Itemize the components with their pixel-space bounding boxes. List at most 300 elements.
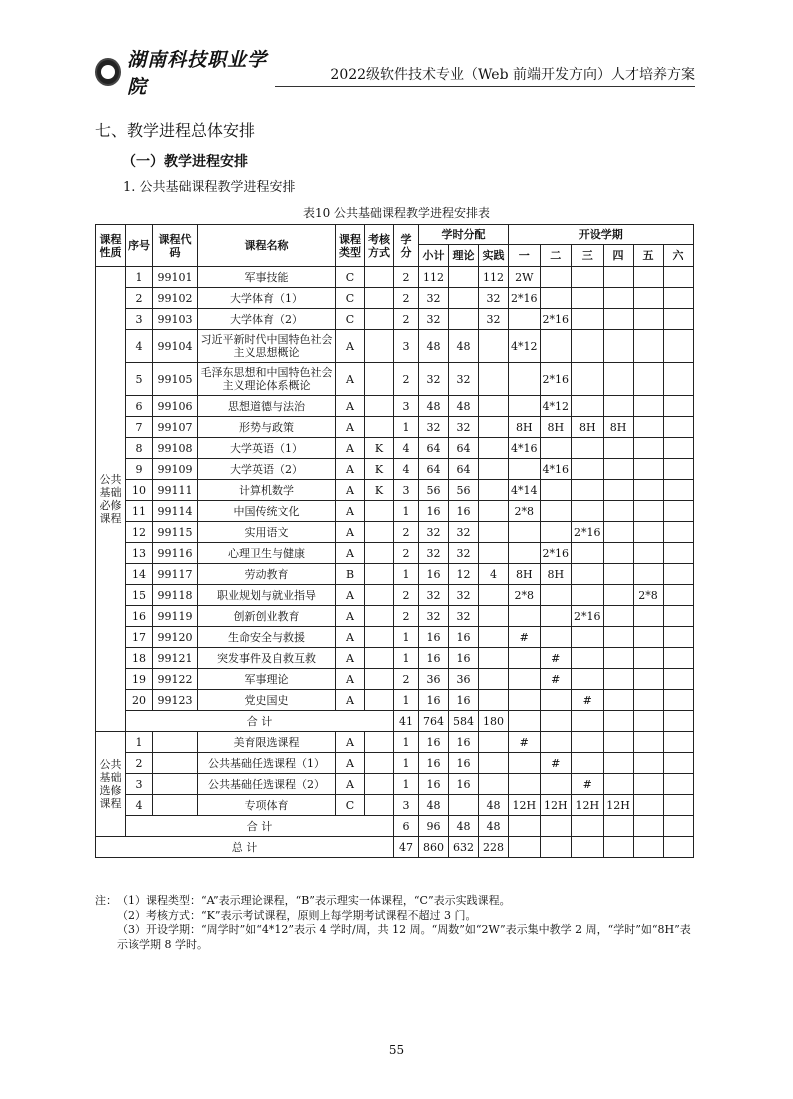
semester-cell [663,774,693,795]
grand-total-hours-theory: 632 [449,837,479,858]
course-name: 公共基础任选课程（2） [198,774,336,795]
row-no: 7 [126,417,153,438]
table-row [96,795,694,816]
course-type: A [336,753,365,774]
grand-total-hours-practice: 228 [479,837,509,858]
course-code: 99107 [153,417,198,438]
hours-practice: 112 [479,267,509,288]
credit: 2 [394,522,419,543]
semester-cell [663,585,693,606]
course-type: A [336,732,365,753]
row-no: 6 [126,396,153,417]
semester-cell [509,753,541,774]
semester-cell [509,669,541,690]
hours-theory: 48 [449,396,479,417]
exam-method [365,795,394,816]
semester-cell [663,330,693,363]
semester-cell [633,690,663,711]
course-type: C [336,267,365,288]
row-no: 16 [126,606,153,627]
semester-cell: 2*8 [633,585,663,606]
semester-cell [603,309,633,330]
semester-cell: 12H [540,795,572,816]
credit: 3 [394,330,419,363]
semester-cell [572,438,604,459]
semester-cell [540,585,572,606]
hours-theory: 64 [449,438,479,459]
semester-cell [509,309,541,330]
semester-cell [540,627,572,648]
semester-cell [633,627,663,648]
col-sem-1: 一 [509,245,541,267]
semester-cell: 8H [509,564,541,585]
semester-cell: 2*16 [572,522,604,543]
semester-cell: 2*8 [509,585,541,606]
course-name: 中国传统文化 [198,501,336,522]
exam-method [365,606,394,627]
row-no: 1 [126,267,153,288]
hours-practice: 4 [479,564,509,585]
hours-theory: 16 [449,627,479,648]
course-type: A [336,585,365,606]
course-name: 大学体育（2） [198,309,336,330]
header-row-1 [96,225,694,245]
hours-theory [449,288,479,309]
exam-method [365,669,394,690]
hours-practice [479,627,509,648]
semester-cell: 8H [509,417,541,438]
course-type: A [336,774,365,795]
semester-cell [663,732,693,753]
grand-total-row [96,837,694,858]
exam-method [365,564,394,585]
course-code: 99105 [153,363,198,396]
hours-theory [449,267,479,288]
col-code: 课程代码 [153,225,198,267]
semester-cell [633,774,663,795]
semester-cell [572,732,604,753]
semester-cell [663,438,693,459]
note-2: （2）考核方式：“K”表示考试课程，原则上每学期考试课程不超过 3 门。 [117,908,477,922]
course-type: A [336,417,365,438]
semester-cell [572,648,604,669]
hours-theory: 48 [449,330,479,363]
hours-theory: 16 [449,732,479,753]
schedule-table [95,224,694,858]
course-code: 99122 [153,669,198,690]
semester-cell [663,690,693,711]
credit: 1 [394,627,419,648]
exam-method: K [365,438,394,459]
semester-cell [633,732,663,753]
course-code: 99114 [153,501,198,522]
course-name: 思想道德与法治 [198,396,336,417]
semester-cell [572,711,604,732]
semester-cell [509,816,541,837]
credit: 4 [394,438,419,459]
credit: 2 [394,267,419,288]
semester-cell: 2*16 [509,288,541,309]
course-type: A [336,396,365,417]
semester-cell [572,396,604,417]
hours-total: 16 [419,564,449,585]
semester-cell: 2*16 [540,543,572,564]
semester-cell [633,288,663,309]
semester-cell [633,648,663,669]
semester-cell [663,837,693,858]
semester-cell [603,585,633,606]
semester-cell [603,480,633,501]
course-name: 劳动教育 [198,564,336,585]
hours-theory: 56 [449,480,479,501]
subtotal-hours-total: 764 [419,711,449,732]
semester-cell [633,309,663,330]
semester-cell [509,363,541,396]
course-name: 大学英语（1） [198,438,336,459]
col-sem-5: 五 [633,245,663,267]
credit: 3 [394,795,419,816]
exam-method [365,753,394,774]
row-no: 1 [126,732,153,753]
semester-cell: # [572,774,604,795]
semester-cell: # [509,627,541,648]
table-row [96,732,694,753]
row-no: 9 [126,459,153,480]
credit: 3 [394,480,419,501]
page-header [95,49,695,98]
semester-cell [572,627,604,648]
semester-cell [572,267,604,288]
subtotal-label: 合 计 [126,816,394,837]
semester-cell [633,396,663,417]
credit: 3 [394,396,419,417]
hours-total: 32 [419,585,449,606]
course-type: A [336,648,365,669]
subtotal-row [96,711,694,732]
course-code: 99101 [153,267,198,288]
hours-total: 32 [419,606,449,627]
table-row [96,396,694,417]
semester-cell [663,396,693,417]
col-sem-2: 二 [540,245,572,267]
credit: 1 [394,774,419,795]
semester-cell [633,816,663,837]
semester-cell [663,711,693,732]
course-type: B [336,564,365,585]
row-no: 5 [126,363,153,396]
exam-method [365,648,394,669]
table-notes [95,894,697,952]
semester-cell [540,288,572,309]
subsection-title: （一）教学进程安排 [122,154,248,170]
hours-total: 48 [419,330,449,363]
course-code: 99115 [153,522,198,543]
semester-cell: 8H [603,417,633,438]
exam-method [365,732,394,753]
subtotal-label: 合 计 [126,711,394,732]
hours-theory: 32 [449,543,479,564]
semester-cell: 12H [603,795,633,816]
hours-practice: 32 [479,309,509,330]
hours-theory: 16 [449,753,479,774]
semester-cell [572,501,604,522]
semester-cell [509,774,541,795]
course-type: A [336,627,365,648]
semester-cell [509,648,541,669]
row-no: 2 [126,288,153,309]
semester-cell [540,480,572,501]
semester-cell [572,309,604,330]
semester-cell [540,501,572,522]
note-3: （3）开设学期：“周学时”如“4*12”表示 4 学时/周，共 12 周。“周数”如“2W”表示集中教学 2 周，“学时”如“8H”表示该学期 8 学时。 [117,923,691,951]
col-sem-3: 三 [572,245,604,267]
semester-cell: 4*12 [540,396,572,417]
col-nature: 课程性质 [96,225,126,267]
course-code: 99123 [153,690,198,711]
hours-practice [479,732,509,753]
semester-cell [572,816,604,837]
hours-total: 32 [419,417,449,438]
semester-cell [663,267,693,288]
hours-theory: 32 [449,417,479,438]
hours-practice [479,543,509,564]
table-row [96,501,694,522]
course-name: 计算机数学 [198,480,336,501]
semester-cell [572,363,604,396]
table-row [96,459,694,480]
row-no: 13 [126,543,153,564]
hours-practice [479,501,509,522]
semester-cell [633,267,663,288]
course-code: 99102 [153,288,198,309]
semester-cell [663,816,693,837]
row-no: 3 [126,774,153,795]
hours-theory: 12 [449,564,479,585]
hours-theory: 32 [449,522,479,543]
table-row [96,480,694,501]
course-code [153,774,198,795]
semester-cell: 8H [540,564,572,585]
hours-total: 16 [419,690,449,711]
table-row [96,309,694,330]
semester-cell [540,816,572,837]
course-type: A [336,501,365,522]
course-code [153,795,198,816]
semester-cell [540,330,572,363]
semester-cell [633,363,663,396]
hours-total: 16 [419,774,449,795]
grand-total-label: 总 计 [96,837,394,858]
hours-practice: 32 [479,288,509,309]
course-name: 大学英语（2） [198,459,336,480]
course-name: 生命安全与救援 [198,627,336,648]
semester-cell [603,363,633,396]
semester-cell: # [540,648,572,669]
hours-total: 48 [419,396,449,417]
row-no: 17 [126,627,153,648]
credit: 2 [394,669,419,690]
subtotal-credit: 6 [394,816,419,837]
hours-practice [479,585,509,606]
semester-cell [663,648,693,669]
semester-cell [603,711,633,732]
hours-practice [479,753,509,774]
semester-cell [663,669,693,690]
semester-cell [540,438,572,459]
exam-method [365,330,394,363]
subtotal-hours-total: 96 [419,816,449,837]
semester-cell [509,837,541,858]
semester-cell [633,480,663,501]
row-no: 11 [126,501,153,522]
semester-cell [572,459,604,480]
semester-cell [509,396,541,417]
semester-cell [572,543,604,564]
col-name: 课程名称 [198,225,336,267]
semester-cell [633,459,663,480]
row-no: 3 [126,309,153,330]
semester-cell [540,732,572,753]
semester-cell [540,690,572,711]
hours-total: 16 [419,627,449,648]
hours-total: 112 [419,267,449,288]
row-no: 8 [126,438,153,459]
semester-cell [572,564,604,585]
semester-cell: 8H [540,417,572,438]
semester-cell: 8H [572,417,604,438]
semester-cell [603,627,633,648]
exam-method: K [365,480,394,501]
semester-cell: 2*16 [572,606,604,627]
course-name: 突发事件及自救互救 [198,648,336,669]
hours-theory: 64 [449,459,479,480]
course-type: A [336,669,365,690]
semester-cell [603,690,633,711]
course-code: 99117 [153,564,198,585]
col-hours: 学时分配 [419,225,509,245]
semester-cell [603,396,633,417]
header-rule [275,86,695,87]
hours-total: 16 [419,648,449,669]
semester-cell [663,564,693,585]
credit: 2 [394,585,419,606]
semester-cell [540,837,572,858]
section-title: 七、教学进程总体安排 [95,121,256,140]
course-nature-cell: 公共基础必修课程 [96,267,126,732]
course-code: 99119 [153,606,198,627]
hours-theory: 16 [449,774,479,795]
row-no: 12 [126,522,153,543]
semester-cell [603,543,633,564]
semester-cell [663,522,693,543]
course-type: C [336,288,365,309]
credit: 1 [394,648,419,669]
semester-cell: 2*16 [540,309,572,330]
school-name: 湖南科技职业学院 [127,49,268,98]
semester-cell [633,606,663,627]
semester-cell [633,669,663,690]
course-name: 公共基础任选课程（1） [198,753,336,774]
semester-cell [572,585,604,606]
row-no: 4 [126,330,153,363]
col-hours-theory: 理论 [449,245,479,267]
table-row [96,330,694,363]
subtotal-hours-practice: 180 [479,711,509,732]
semester-cell [603,564,633,585]
hours-theory: 16 [449,690,479,711]
semester-cell: # [540,753,572,774]
table-row [96,543,694,564]
course-code: 99109 [153,459,198,480]
course-name: 心理卫生与健康 [198,543,336,564]
course-type: A [336,330,365,363]
col-sem-4: 四 [603,245,633,267]
course-code: 99121 [153,648,198,669]
table-row [96,690,694,711]
exam-method [365,396,394,417]
credit: 2 [394,606,419,627]
credit: 1 [394,732,419,753]
semester-cell [572,753,604,774]
semester-cell [633,564,663,585]
semester-cell [540,522,572,543]
semester-cell [509,606,541,627]
table-row [96,522,694,543]
semester-cell [603,459,633,480]
school-seal-icon [95,58,121,86]
semester-cell [603,522,633,543]
semester-cell [603,330,633,363]
semester-cell [663,501,693,522]
semester-cell [633,438,663,459]
hours-theory [449,309,479,330]
semester-cell [572,837,604,858]
semester-cell [663,417,693,438]
course-code [153,753,198,774]
table-row [96,669,694,690]
semester-cell [509,690,541,711]
subtotal-hours-practice: 48 [479,816,509,837]
subtotal-hours-theory: 584 [449,711,479,732]
course-name: 军事技能 [198,267,336,288]
semester-cell [663,627,693,648]
semester-cell [509,459,541,480]
hours-theory: 32 [449,363,479,396]
hours-total: 16 [419,732,449,753]
col-hours-total: 小计 [419,245,449,267]
semester-cell [633,753,663,774]
hours-practice [479,396,509,417]
col-sem-6: 六 [663,245,693,267]
course-name: 大学体育（1） [198,288,336,309]
credit: 1 [394,501,419,522]
semester-cell [603,669,633,690]
col-semesters: 开设学期 [509,225,694,245]
col-type: 课程类型 [336,225,365,267]
hours-total: 16 [419,501,449,522]
semester-cell: 4*16 [540,459,572,480]
table-caption: 表10 公共基础课程教学进程安排表 [302,206,491,220]
semester-cell [633,522,663,543]
course-name: 毛泽东思想和中国特色社会主义理论体系概论 [198,363,336,396]
semester-cell [603,816,633,837]
semester-cell [663,795,693,816]
credit: 1 [394,753,419,774]
col-hours-practice: 实践 [479,245,509,267]
hours-practice [479,648,509,669]
semester-cell [572,330,604,363]
course-type: A [336,690,365,711]
